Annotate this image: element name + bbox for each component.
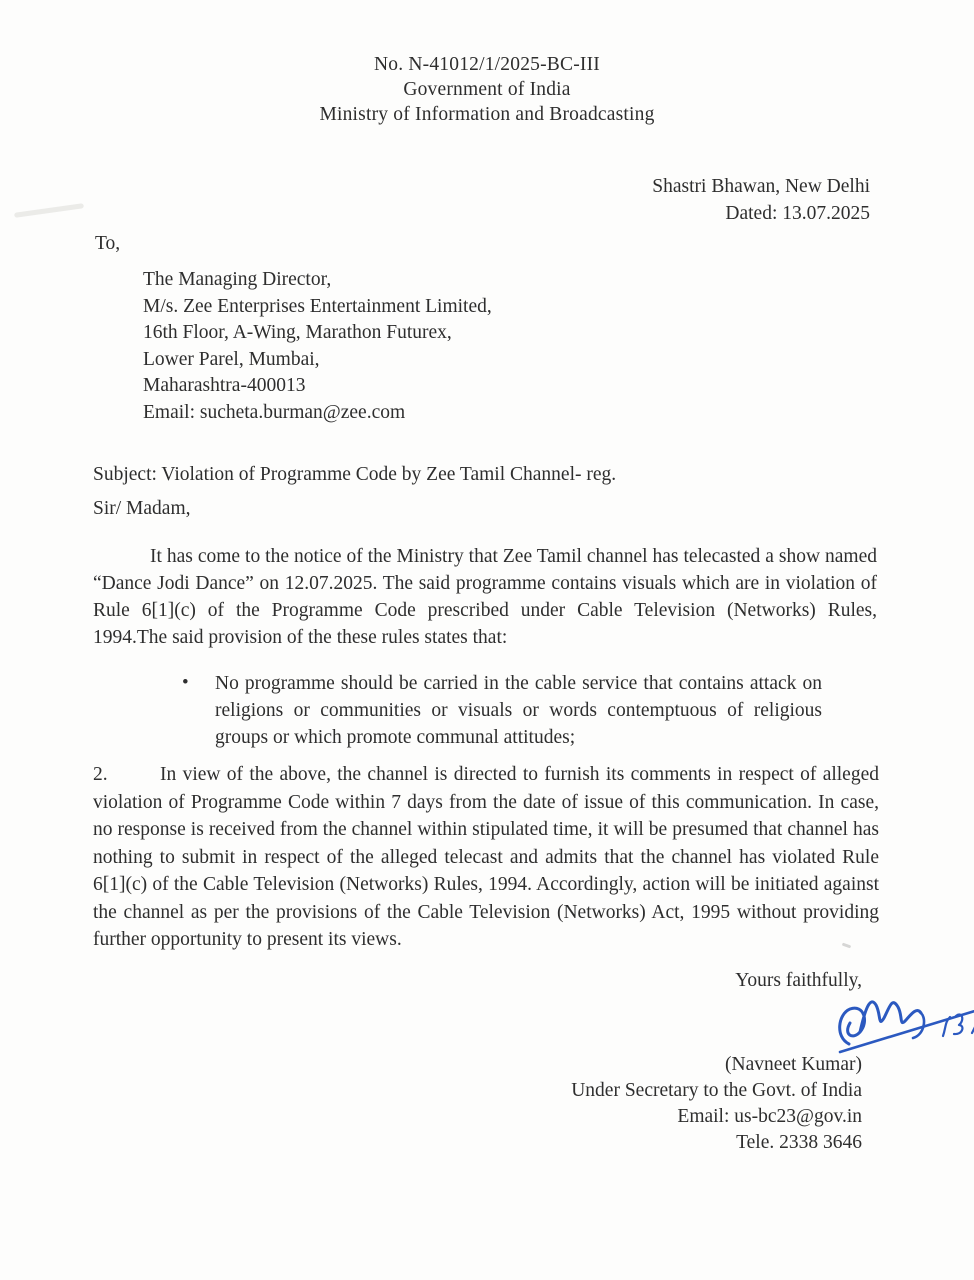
signatory-title: Under Secretary to the Govt. of India	[571, 1079, 862, 1101]
government-line: Government of India	[403, 79, 571, 100]
recipient-line: Maharashtra-400013	[143, 375, 306, 396]
recipient-line: The Managing Director,	[143, 269, 332, 290]
bullet-text: No programme should be carried in the cable service that contains attack on religions or communities or visuals or words contemptuous of religious groups or which promote communal attitudes;	[215, 673, 822, 748]
paragraph-2-number: 2.	[93, 764, 108, 785]
signatory-name: (Navneet Kumar)	[725, 1053, 862, 1075]
body-paragraph-1: It has come to the notice of the Ministry that Zee Tamil channel has telecasted a show named “Dance Jodi Dance” on 12.07.2025. The said programme contains visuals which are in violation of Rule 6[1](c) of the Programme Code prescribed under Cable Television (Networks) Rules, 1994.The said provision of the these rules states that:	[93, 546, 877, 648]
letterhead	[0, 0, 974, 127]
recipient-line: M/s. Zee Enterprises Entertainment Limited,	[143, 295, 492, 317]
subject-line: Subject: Violation of Programme Code by Zee Tamil Channel- reg.	[93, 464, 617, 485]
place-date-block	[0, 173, 870, 227]
valediction: Yours faithfully,	[735, 969, 862, 991]
signatory-phone: Tele. 2338 3646	[736, 1131, 862, 1153]
salutation: Sir/ Madam,	[93, 498, 191, 519]
recipient-line: Lower Parel, Mumbai,	[143, 348, 320, 370]
reference-number: No. N-41012/1/2025-BC-III	[374, 54, 600, 75]
recipient-email-line: Email: sucheta.burman@zee.com	[143, 401, 406, 423]
recipient-address-block	[143, 267, 974, 426]
place-line: Shastri Bhawan, New Delhi	[652, 176, 870, 197]
date-line: Dated: 13.07.2025	[725, 203, 870, 224]
signatory-block	[0, 1052, 862, 1156]
signature-area	[0, 994, 974, 1052]
signature-ink	[832, 980, 974, 1062]
paragraph-2-text: In view of the above, the channel is directed to furnish its comments in respect of alleged violation of Programme Code within 7 days from the date of issue of this communication. In case, no response is received from the channel within stipulated time, it will be presumed that channel has nothing to submit in respect of the alleged telecast and admits that the channel has violated Rule 6[1](c) of the Cable Television (Networks) Rules, 1994. Accordingly, action will be initiated against the channel as per the provisions of the Cable Television (Networks) Act, 1995 without providing further opportunity to present its views.	[93, 764, 879, 950]
to-label: To,	[95, 233, 121, 254]
ministry-line: Ministry of Information and Broadcasting	[319, 104, 655, 125]
body-paragraph-2	[93, 761, 879, 954]
recipient-line: 16th Floor, A-Wing, Marathon Futurex,	[143, 322, 452, 343]
bullet-item	[182, 670, 822, 751]
signatory-email: Email: us-bc23@gov.in	[677, 1105, 862, 1127]
bullet-icon: •	[182, 672, 189, 693]
